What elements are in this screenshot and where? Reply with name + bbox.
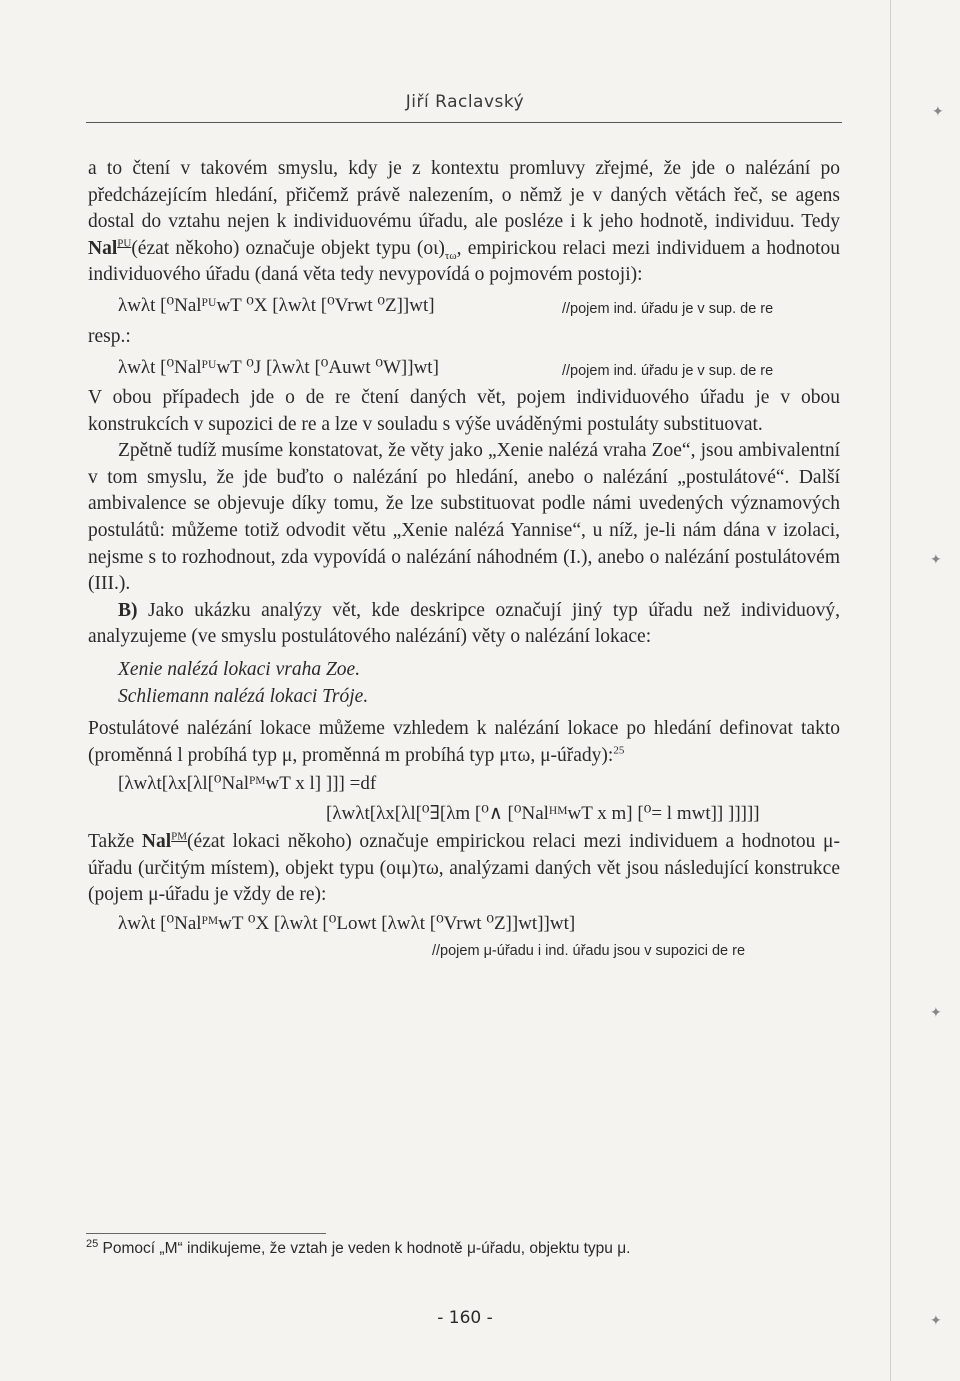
formula: λwλt [⁰NalᴾᴹwT ⁰X [λwλt [⁰Lowt [λwλt [⁰Vrwt ⁰Z]]wt]]wt] (118, 913, 576, 935)
page-number: - 160 - (437, 1308, 493, 1328)
paragraph: Postulátové nalézání lokace můžeme vzhledem k nalézání lokace po hledání definovat takto (proměnná l probíhá typ μ, proměnná m probíhá typ μτω, μ-úřady):$^{25}$ (88, 718, 840, 766)
footnote: $^{25}$ Pomocí „M“ indikujeme, že vztah je veden k hodnotě μ-úřadu, objektu typu μ. (86, 1237, 631, 1257)
resp-label: resp.: (88, 325, 131, 347)
paragraph: V obou případech jde o de re čtení daných vět, pojem individuového úřadu je v obou konstrukcích v supozici de re a lze v souladu s výše uváděnými postuláty substituovat. (88, 386, 840, 435)
paragraph: Zpětně tudíž musíme konstatovat, že věty jako „Xenie nalézá vraha Zoe“, jsou ambivalentní v tom smyslu, že jde buďto o nalézání po hledání, anebo o nalézání „postulátové“. Další ambivalence se objevuje díky tomu, že lze substituovat podle námi uvedených významových postulátů: můžeme totiž odvodit větu „Xenie nalézá Yannise“, u níž, je-li nám dána v izolaci, nejsme s to rozhodnout, zda vypovídá o nalézání náhodném (I.), anebo o nalézání postulátovém (III.). (88, 440, 840, 595)
formula-note: //pojem μ-úřadu i ind. úřadu jsou v supozici de re (432, 943, 746, 960)
example-sentences (88, 657, 840, 710)
paragraph: B) Jako ukázku analýzy vět, kde deskripce označují jiný typ úřadu než individuový, analyzujeme (ve smyslu postulátového nalézání) věty o nalézání lokace: (88, 599, 840, 648)
example-sentence: Schliemann nalézá lokaci Tróje. (118, 685, 369, 707)
example-sentence: Xenie nalézá lokaci vraha Zoe. (118, 658, 361, 680)
formula: [λwλt[λx[λl[⁰∃[λm [⁰∧ [⁰NalᴴᴹwT x m] [⁰= l mwt]] ]]]]] (326, 803, 760, 825)
running-header-author: Jiří Raclavský (405, 92, 525, 112)
formula-note: //pojem ind. úřadu je v sup. de re (562, 362, 774, 379)
header-rule (86, 122, 842, 123)
footnote-ref: 25 (613, 744, 625, 757)
paragraph: a to čtení v takovém smyslu, kdy je z kontextu promluvy zřejmé, že jde o nalézání po předcházejícím hledání, přičemž právě nalezením, o němž je v daných větách řeč, se agens dostal do vztahu nejen k individuovému úřadu, ale posléze i k jeho hodnotě, individuu. Tedy Nal$^{PU}$(ézat někoho) označuje objekt typu $(o\iota)_{\tau\omega}$, empirickou relaci mezi individuem a hodnotou individuového úřadu (daná věta tedy nevypovídá o pojmovém postoji): (88, 158, 840, 286)
formula-note: //pojem ind. úřadu je v sup. de re (562, 300, 774, 317)
footnote-rule (86, 1233, 326, 1234)
formula: [λwλt[λx[λl[⁰NalᴾᴹwT x l] ]]] =df (118, 773, 377, 795)
page-edge-rule (890, 0, 891, 1381)
registration-mark: ✦ (932, 104, 944, 120)
paragraph: Takže Nal$^{PM}$(ézat lokaci někoho) označuje empirickou relaci mezi individuem a hodnotou μ-úřadu (určitým místem), objekt typu (οιμ)τω, analýzami daných vět jsou následující konstrukce (pojem μ-úřadu je vždy de re): (88, 830, 840, 906)
formula: λwλt [⁰NalᴾᵁwT ⁰J [λwλt [⁰Auwt ⁰W]]wt] //pojem ind. úřadu je v sup. de re (88, 351, 840, 385)
registration-mark: ✦ (930, 1005, 942, 1021)
page-body (88, 156, 840, 963)
registration-mark: ✦ (930, 552, 942, 568)
formula: λwλt [⁰NalᴾᵁwT ⁰X [λwλt [⁰Vrwt ⁰Z]]wt] //pojem ind. úřadu je v sup. de re (88, 289, 840, 323)
registration-mark: ✦ (930, 1313, 942, 1329)
